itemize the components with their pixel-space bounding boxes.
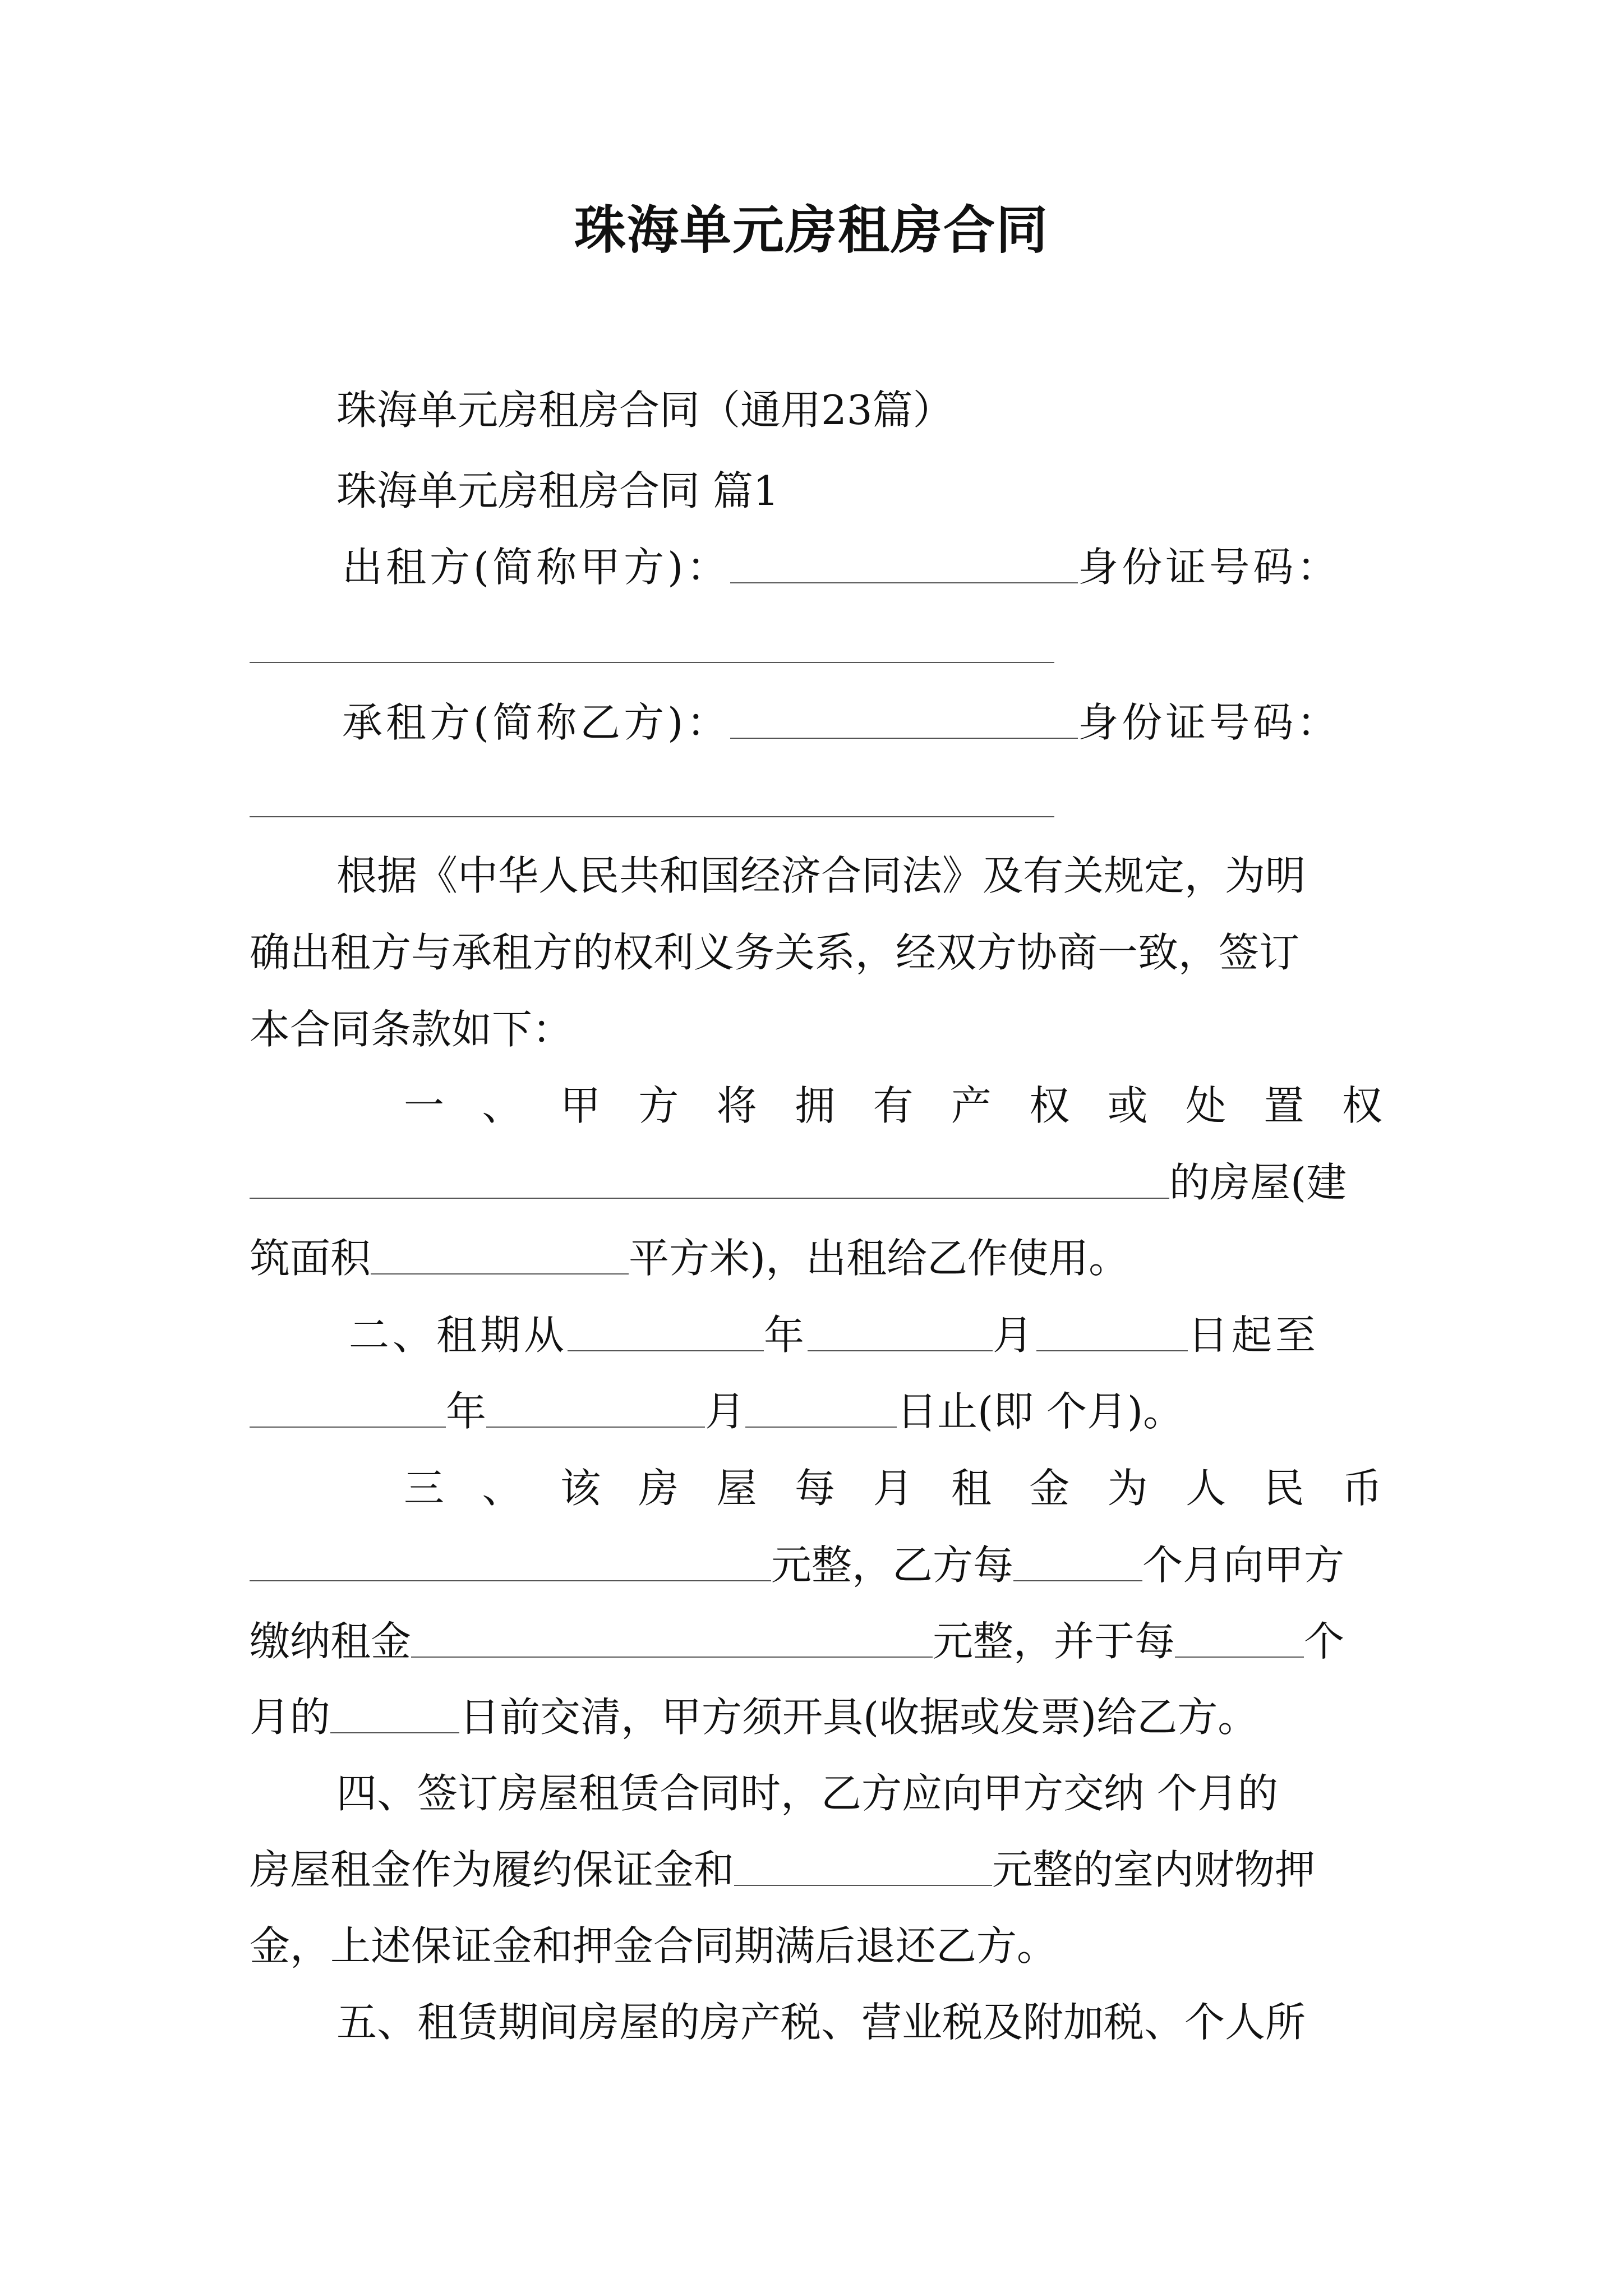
ge-label: 个: [1304, 1618, 1345, 1665]
clause-3-line-2: [250, 1541, 1344, 1589]
deposit-label: 房屋租金作为履约保证金和: [250, 1846, 735, 1893]
section-heading: 珠海单元房租房合同 篇1: [336, 467, 779, 514]
month-label: 月: [993, 1312, 1037, 1359]
clause-1-char: 有: [873, 1082, 914, 1129]
clause-1-char: 一: [404, 1082, 445, 1129]
end-day-blank: [745, 1427, 897, 1428]
pay-rent-label: 缴纳租金: [250, 1618, 412, 1665]
start-year-blank: [568, 1350, 764, 1351]
clause-1-char: 权: [1029, 1082, 1070, 1129]
clause-3-char: 租: [951, 1465, 992, 1512]
area-tail: 平方米)，出租给乙作使用。: [629, 1235, 1129, 1282]
pay-day-blank: [330, 1732, 459, 1733]
clause-3-char: 房: [638, 1465, 679, 1512]
clause-4-line-3: 金，上述保证金和押金合同期满后退还乙方。: [250, 1922, 1058, 1970]
deposit-amount-blank: [734, 1885, 992, 1886]
clause-1-line-2-tail: 的房屋(建: [1169, 1159, 1347, 1206]
lessee-name-blank: [730, 738, 1078, 739]
clause-1-line-2: [250, 1158, 1347, 1207]
preamble-line-2: 确出租方与承租方的权利义务关系，经双方协商一致，签订: [250, 929, 1300, 976]
lease-term-tail: 日止(即 个月)。: [897, 1388, 1184, 1435]
lessee-id-blank: [250, 816, 1054, 817]
year-label: 年: [764, 1312, 808, 1359]
preamble-line-3: 本合同条款如下：: [250, 1006, 573, 1053]
clause-3-char: 月: [873, 1465, 914, 1512]
clause-3-char: 人: [1186, 1465, 1227, 1512]
start-month-blank: [808, 1350, 993, 1351]
clause-1-char: 、: [482, 1082, 523, 1129]
clause-3-char: 每: [795, 1465, 836, 1512]
clause-3-char: 屋: [716, 1465, 757, 1512]
month-of-label: 月的: [250, 1694, 331, 1741]
clause-5-line-1: 五、租赁期间房屋的房产税、营业税及附加税、个人所: [336, 1999, 1306, 2046]
area-label: 筑面积: [250, 1235, 371, 1282]
year-label: 年: [446, 1388, 487, 1435]
clause-3-char: 民: [1264, 1465, 1304, 1512]
document-title: 珠海单元房租房合同: [574, 200, 1049, 260]
lessee-id-row: [250, 777, 1054, 825]
lessor-id-row: [250, 623, 1054, 671]
month-label: 月: [705, 1388, 746, 1435]
monthly-rent-blank: [250, 1580, 771, 1581]
deposit-tail: 元整的室内财物押: [992, 1846, 1316, 1893]
lessor-label: 出租方(简称甲方)：: [342, 544, 731, 591]
lessor-id-blank: [250, 662, 1054, 663]
clause-1-char: 拥: [795, 1082, 836, 1129]
clause-4-line-1: 四、签订房屋租赁合同时，乙方应向甲方交纳 个月的: [336, 1770, 1278, 1817]
property-address-blank: [250, 1198, 1169, 1199]
clause-3-char: 三: [404, 1465, 445, 1512]
clause-1-char: 权: [1341, 1082, 1382, 1129]
yuan-label: 元整，乙方每: [771, 1542, 1014, 1589]
clause-3-char: 币: [1341, 1465, 1382, 1512]
preamble-line-1: 根据《中华人民共和国经济合同法》及有关规定，为明: [336, 852, 1306, 899]
clause-3-line-4: [250, 1693, 1258, 1741]
clause-2-line-1: [349, 1311, 1319, 1359]
clause-1-char: 方: [638, 1082, 679, 1129]
clause-1-char: 产: [951, 1082, 992, 1129]
lessee-row: [342, 698, 1340, 747]
clause-3-char: 、: [482, 1465, 523, 1512]
start-day-blank: [1036, 1350, 1188, 1351]
lessor-row: [342, 543, 1340, 591]
clause-1-char: 或: [1107, 1082, 1148, 1129]
end-month-blank: [486, 1427, 705, 1428]
clause-3-char: 金: [1029, 1465, 1070, 1512]
lessor-name-blank: [730, 582, 1078, 583]
clause-3-char: 该: [560, 1465, 601, 1512]
clause-1-char: 将: [716, 1082, 757, 1129]
clause-4-line-2: [250, 1846, 1315, 1894]
clause-3-line-3: [250, 1617, 1344, 1665]
day-from-label: 日起至: [1188, 1312, 1320, 1359]
lessor-id-label: 身份证号码：: [1078, 544, 1341, 591]
clause-3-char: 为: [1107, 1465, 1148, 1512]
end-year-blank: [250, 1427, 446, 1428]
payment-interval-blank: [1013, 1580, 1142, 1581]
lessee-id-label: 身份证号码：: [1078, 699, 1341, 746]
months-label: 个月向甲方: [1142, 1542, 1345, 1589]
clause-1-char: 置: [1264, 1082, 1304, 1129]
clause-3-line-1: [404, 1464, 1382, 1512]
clause-1-char: 甲: [560, 1082, 601, 1129]
pay-months-blank: [1175, 1657, 1304, 1658]
document-subtitle: 珠海单元房租房合同（通用23篇）: [336, 386, 953, 434]
clause-2-line-2: [250, 1387, 1183, 1435]
lease-term-prefix: 二、租期从: [349, 1312, 568, 1359]
area-blank: [371, 1273, 629, 1274]
clause-3-tail: 日前交清，甲方须开具(收据或发票)给乙方。: [459, 1694, 1258, 1741]
clause-1-line-3: [250, 1234, 1129, 1282]
clause-1-line-1: [404, 1082, 1382, 1130]
lessee-label: 承租方(简称乙方)：: [342, 699, 731, 746]
yuan-label: 元整，并于每: [933, 1618, 1175, 1665]
rent-amount-blank: [411, 1657, 933, 1658]
clause-1-char: 处: [1186, 1082, 1227, 1129]
